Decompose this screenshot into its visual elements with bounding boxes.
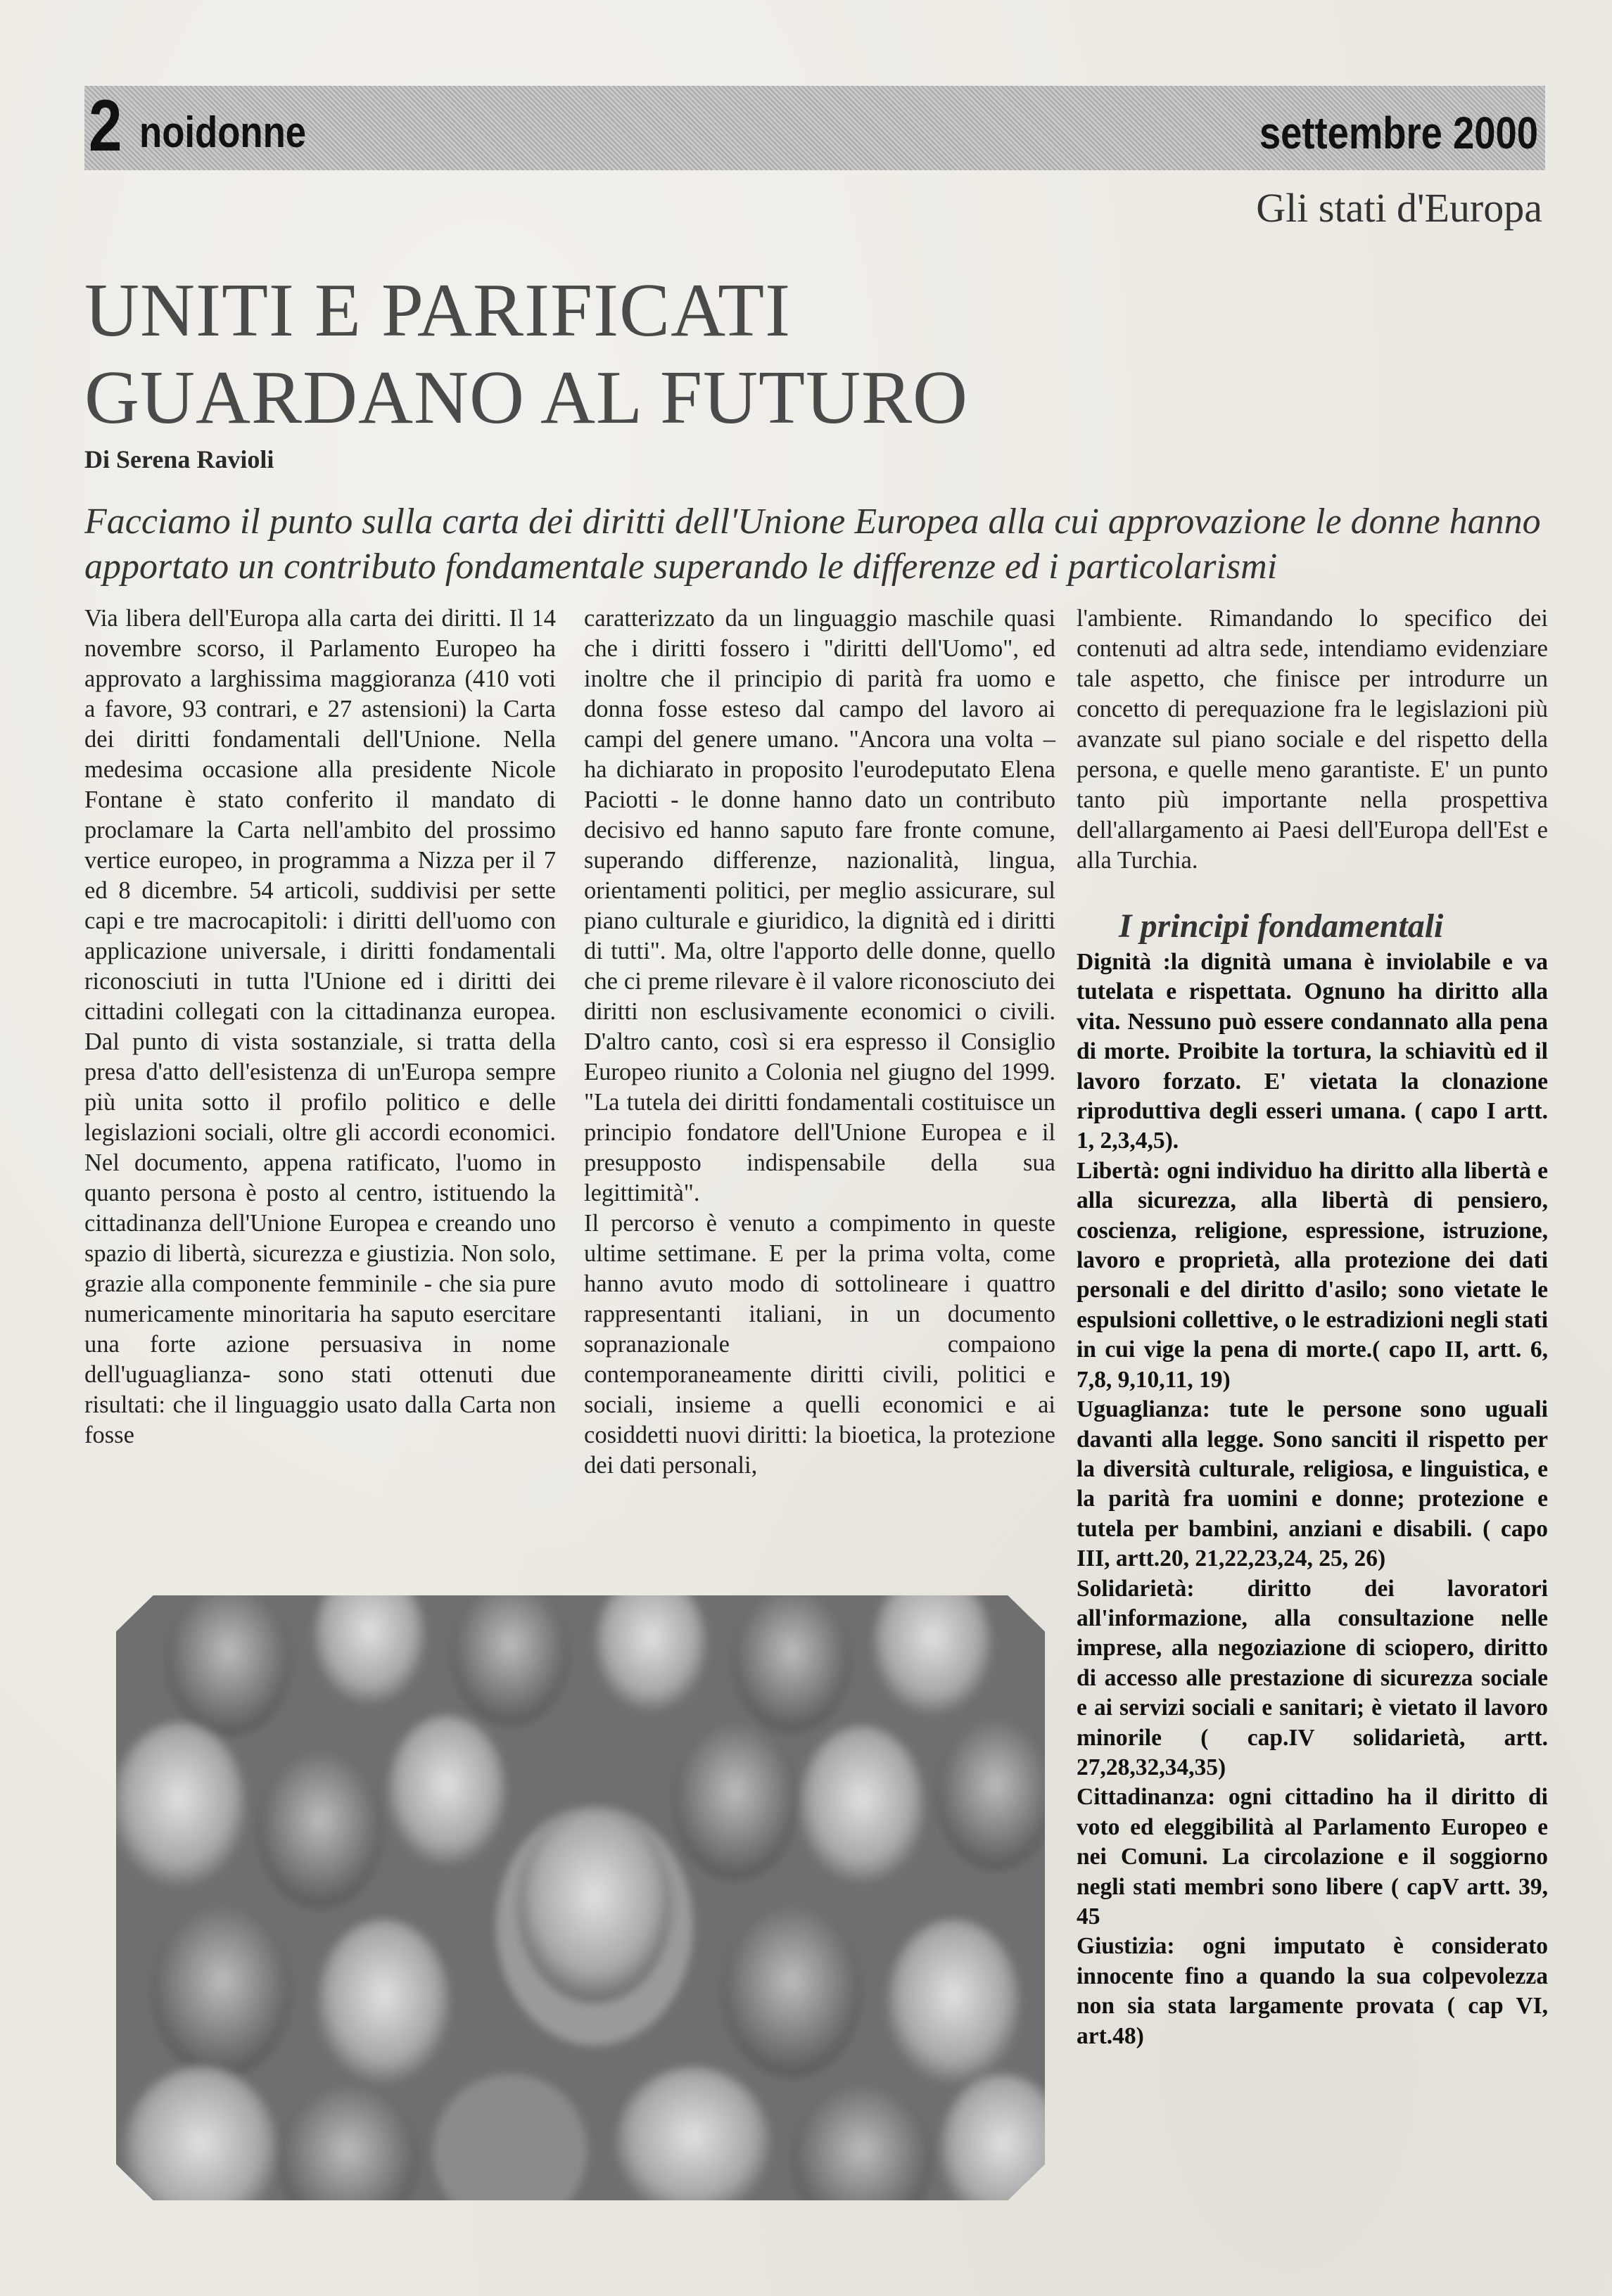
crowd-photo <box>116 1595 1045 2200</box>
section-label: Gli stati d'Europa <box>1256 185 1542 231</box>
column-2-text-a: caratterizzato da un linguaggio maschile quasi che i diritti fossero i "diritti dell'Uomo", ed inoltre che il principio di parità fra uomo e donna fosse esteso dal campo del lavoro ai campi del genere umano. "Ancora una volta – ha dichiarato in proposito l'eurodeputato Elena Paciotti - le donne hanno dato un contributo decisivo ed hanno saputo fare fronte comune, superando differenze, nazionalità, lingua, orientamenti politici, per meglio assicurare, sul piano culturale e giuridico, la dignità ed i diritti di tutti". Ma, oltre l'apporto delle donne, quello che ci preme rilevare è il valore riconosciuto dei diritti non esclusivamente economici o civili. D'altro canto, così si era espresso il Consiglio Europeo riunito a Colonia nel giugno del 1999. "La tutela dei diritti fondamentali costituisce un principio fondatore dell'Unione Europea e il presupposto indispensabile della sua legittimità". <box>584 605 1055 1206</box>
page-number: 2 <box>89 85 122 167</box>
article-column-1 <box>84 604 556 1450</box>
headline-line-2: GUARDANO AL FUTURO <box>84 356 969 440</box>
article-column-2 <box>584 604 1055 1481</box>
principle-uguaglianza: Uguaglianza: tute le persone sono uguali davanti alla legge. Sono sanciti il rispetto per la diversità culturale, religiosa, e linguistica, e la parità fra uomini e donne; protezione e tutela per bambini, anziani e disabili. ( capo III, artt.20, 21,22,23,24, 25, 26) <box>1077 1396 1548 1572</box>
principle-dignita: Dignità :la dignità umana è inviolabile e va tutelata e rispettata. Ognuno ha diritto alla vita. Nessuno può essere condannato alla pena di morte. Proibite la tortura, la schiavitù ed il lavoro forzato. E' vietata la clonazione riproduttiva degli esseri umana. ( capo I artt. 1, 2,3,4,5). <box>1077 949 1548 1154</box>
article-column-3 <box>1077 604 1548 2051</box>
crowd-photo-image <box>116 1595 1045 2200</box>
headline-line-1: UNITI E PARIFICATI <box>84 269 792 352</box>
publication-name: noidonne <box>139 108 307 157</box>
principle-liberta: Libertà: ogni individuo ha diritto alla libertà e alla sicurezza, alla libertà di pensiero, coscienza, religione, espressione, istruzione, lavoro e proprietà, alla protezione dei dati personali e del diritto d'asilo; sono vietate le espulsioni collettive, o le estradizioni negli stati in cui vige la pena di morte.( capo II, artt. 6, 7,8, 9,10,11, 19) <box>1077 1157 1548 1393</box>
article-headline <box>84 267 1281 442</box>
issue-date: settembre 2000 <box>1259 108 1538 158</box>
column-3-text: l'ambiente. Rimandando lo specifico dei contenuti ad altra sede, intendiamo evidenziare tale aspetto, che finisce per introdurre un concetto di perequazione fra le legislazioni più avanzate sul piano sociale e del rispetto della persona, e quelle meno garantiste. E' un punto tanto più importante nella prospettiva dell'allargamento ai Paesi dell'Europa dell'Est e alla Turchia. <box>1077 605 1548 874</box>
principle-cittadinanza: Cittadinanza: ogni cittadino ha il diritto di voto ed eleggibilità al Parlamento Europeo e nei Comuni. La circolazione e il soggiorno negli stati membri sono libere ( capV artt. 39, 45 <box>1077 1784 1548 1930</box>
masthead-band <box>84 86 1545 170</box>
article-deck: Facciamo il punto sulla carta dei diritti dell'Unione Europea alla cui approvazione le donne hanno apportato un contributo fondamentale superando le differenze ed i particolarismi <box>84 502 1541 587</box>
column-1-text: Via libera dell'Europa alla carta dei diritti. Il 14 novembre scorso, il Parlamento Europeo ha approvato a larghissima maggioranza (410 voti a favore, 93 contrari, e 27 astensioni) la Carta dei diritti fondamentali dell'Unione. Nella medesima occasione alla presidente Nicole Fontane è stato conferito il mandato di proclamare la Carta nell'ambito del prossimo vertice europeo, in programma a Nizza per il 7 ed 8 dicembre. 54 articoli, suddivisi per sette capi e tre macrocapitoli: i diritti dell'uomo con applicazione universale, i diritti fondamentali riconosciuti in tutta l'Unione ed i diritti dei cittadini collegati con la cittadinanza europea. Dal punto di vista sostanziale, si tratta della presa d'atto dell'esistenza di un'Europa sempre più unita sotto il profilo politico e delle legislazioni sociali, oltre gli accordi economici. Nel documento, appena ratificato, l'uomo in quanto persona è posto al centro, istituendo la cittadinanza dell'Unione Europea e creando uno spazio di libertà, sicurezza e giustizia. Non solo, grazie alla componente femminile - che sia pure numericamente minoritaria ha saputo esercitare una forte azione persuasiva in nome dell'uguaglianza- sono stati ottenuti due risultati: che il linguaggio usato dalla Carta non fosse <box>84 605 556 1448</box>
principle-giustizia: Giustizia: ogni imputato è considerato innocente fino a quando la sua colpevolezza non sia stata largamente provata ( cap VI, art.48) <box>1077 1933 1548 2049</box>
column-2-text-b: Il percorso è venuto a compimento in queste ultime settimane. E per la prima volta, come hanno avuto modo di sottolineare i quattro rappresentanti italiani, in un documento sopranazionale compaiono contemporaneamente diritti civili, politici e sociali, insieme a quelli economici e ai cosiddetti nuovi diritti: la bioetica, la protezione dei dati personali, <box>584 1210 1055 1479</box>
byline: Di Serena Ravioli <box>84 445 274 473</box>
principles-list <box>1077 948 1548 2051</box>
principle-solidarieta: Solidarietà: diritto dei lavoratori all'informazione, alla consultazione nelle imprese, alla negoziazione di sciopero, diritto di accesso alle prestazione di sicurezza sociale e ai servizi sociali e sanitari; è vietato il lavoro minorile ( cap.IV solidarietà, artt. 27,28,32,34,35) <box>1077 1575 1548 1780</box>
principles-title: I principi fondamentali <box>1119 907 1444 945</box>
